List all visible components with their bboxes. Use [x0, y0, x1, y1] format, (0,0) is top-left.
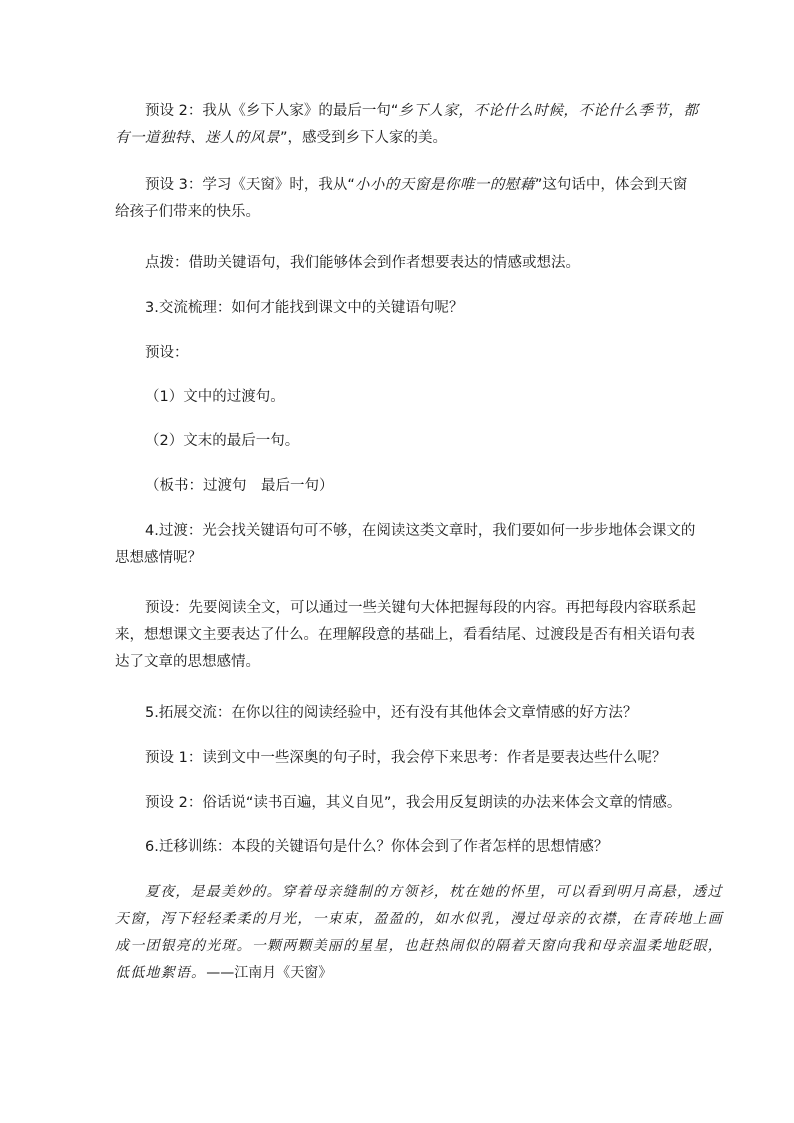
paragraph-preset-ext-1: 预设 1：读到文中一些深奥的句子时，我会停下来思考：作者是要表达些什么呢？ [145, 750, 667, 766]
excerpt-line4: 低低地絮语。 [115, 965, 207, 981]
step-4-line1: 4.过渡：光会找关键语句可不够，在阅读这类文章时，我们要如何一步步地体会课文的 [145, 523, 696, 539]
excerpt-source: ——江南月《天窗》 [206, 965, 333, 981]
step-4-line2: 思想感情呢？ [115, 550, 202, 566]
paragraph-preset-2 [115, 98, 699, 152]
paragraph-hint: 点拨：借助关键语句，我们能够体会到作者想要表达的情感或想法。 [145, 255, 580, 271]
paragraph-preset-label: 预设： [145, 345, 189, 361]
excerpt-line3: 成一团银亮的光斑。一颗两颗美丽的星星，也赶热闹似的隔着天窗向我和母亲温柔地眨眼， [115, 938, 723, 954]
excerpt-line1: 夏夜，是最美妙的。穿着母亲缝制的方领衫，枕在她的怀里，可以看到明月高悬，透过 [145, 884, 723, 900]
paragraph-step-4 [115, 518, 696, 572]
list-item-1: （1）文中的过渡句。 [145, 389, 285, 405]
preset-3-mid: ”这句话中，体会到天窗 [534, 177, 688, 193]
preset-2-lead: 预设 2：我从《乡下人家》的最后一句“ [145, 103, 399, 119]
preset-2-tail: ”，感受到乡下人家的美。 [280, 130, 448, 146]
preset-read-line2: 来，想想课文主要表达了什么。在理解段意的基础上，看看结尾、过渡段是否有相关语句表 [115, 627, 695, 643]
preset-2-quote-line1: 乡下人家，不论什么时候，不论什么季节，都 [398, 103, 699, 119]
blackboard-note: （板书：过渡句 最后一句） [145, 478, 334, 494]
list-item-2: （2）文末的最后一句。 [145, 433, 300, 449]
preset-3-lead: 预设 3：学习《天窗》时，我从“ [145, 177, 355, 193]
preset-3-quote: 小小的天窗是你唯一的慰藉 [354, 177, 535, 193]
paragraph-step-5: 5.拓展交流：在你以往的阅读经验中，还有没有其他体会文章情感的好方法？ [145, 705, 638, 721]
paragraph-preset-3 [115, 172, 688, 226]
paragraph-preset-ext-2: 预设 2：俗话说“读书百遍，其义自见”，我会用反复朗读的办法来体会文章的情感。 [145, 795, 682, 811]
excerpt-quote [115, 879, 723, 987]
preset-2-quote-line2: 有一道独特、迷人的风景 [115, 130, 280, 146]
paragraph-step-3: 3.交流梳理：如何才能找到课文中的关键语句呢？ [145, 300, 464, 316]
preset-3-tail: 给孩子们带来的快乐。 [115, 204, 260, 220]
excerpt-line2: 天窗，泻下轻轻柔柔的月光，一束束，盈盈的，如水似乳，漫过母亲的衣襟，在青砖地上画 [115, 911, 723, 927]
preset-read-line1: 预设：先要阅读全文，可以通过一些关键句大体把握每段的内容。再把每段内容联系起 [145, 600, 696, 616]
paragraph-step-6: 6.迁移训练：本段的关键语句是什么？你体会到了作者怎样的思想情感？ [145, 839, 609, 855]
paragraph-preset-read [115, 595, 696, 676]
preset-read-line3: 达了文章的思想感情。 [115, 654, 260, 670]
